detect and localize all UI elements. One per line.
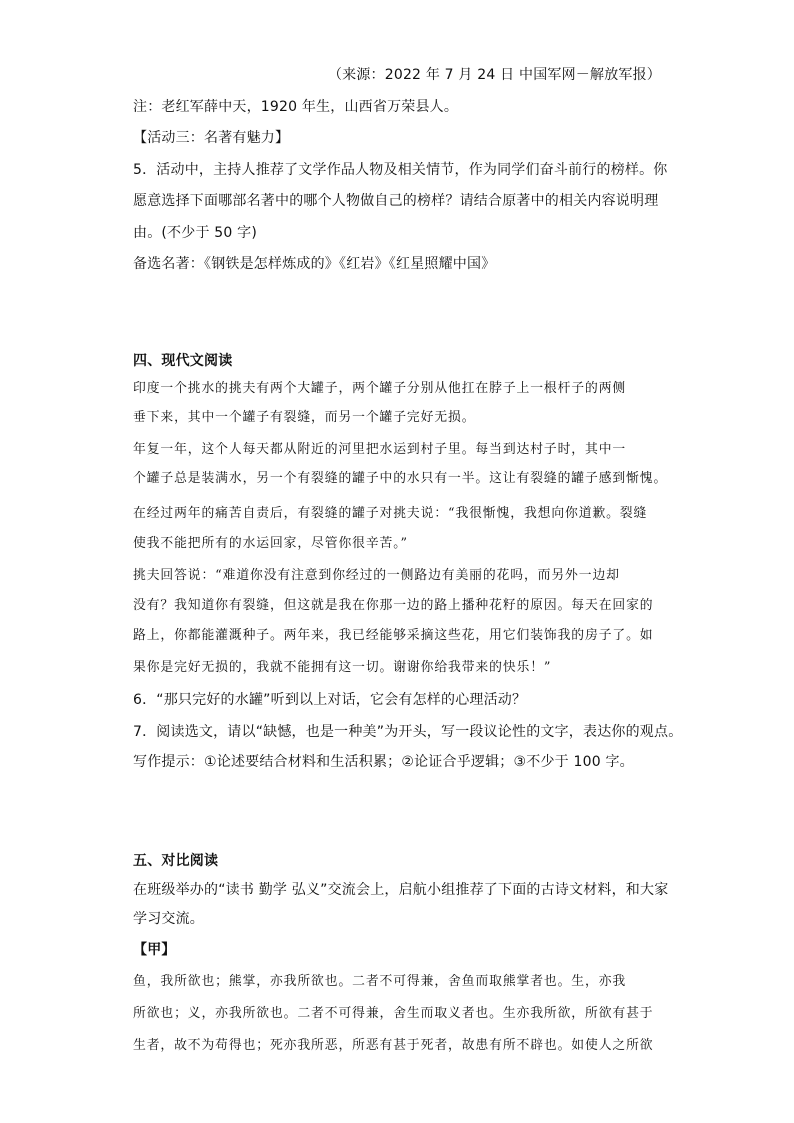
passage-line: 挑夫回答说：“难道你没有注意到你经过的一侧路边有美丽的花吗，而另外一边却 bbox=[133, 568, 620, 583]
passage-line: 年复一年，这个人每天都从附近的河里把水运到村子里。每当到达村子时，其中一 bbox=[133, 442, 627, 457]
writing-hint: 写作提示：①论述要结合材料和生活积累；②论证合乎逻辑；③不少于 100 字。 bbox=[133, 754, 634, 770]
classical-passage-line: 鱼，我所欲也；熊掌，亦我所欲也。二者不可得兼，舍鱼而取熊掌者也。生，亦我 bbox=[133, 974, 627, 989]
source-line: （来源：2022 年 7 月 24 日 中国军网－解放军报） bbox=[327, 67, 661, 83]
question-5-line-2: 愿意选择下面哪部名著中的哪个人物做自己的榜样？请结合原著中的相关内容说明理 bbox=[133, 193, 659, 209]
passage-line: 路上，你都能灌溉种子。两年来，我已经能够采摘这些花，用它们装饰我的房子了。如 bbox=[133, 628, 654, 643]
section-4-heading: 四、现代文阅读 bbox=[133, 353, 233, 369]
passage-line: 使我不能把所有的水运回家，尽管你很辛苦。” bbox=[133, 536, 408, 551]
note-line: 注：老红军薛中天，1920 年生，山西省万荣县人。 bbox=[133, 99, 459, 115]
question-6: 6．“那只完好的水罐”听到以上对话，它会有怎样的心理活动？ bbox=[133, 692, 527, 708]
classical-passage-line: 生者，故不为苟得也；死亦我所恶，所恶有甚于死者，故患有所不辟也。如使人之所欲 bbox=[133, 1038, 654, 1053]
section-5-intro-line-1: 在班级举办的“读书 勤学 弘义”交流会上，启航小组推荐了下面的古诗文材料，和大家 bbox=[133, 882, 669, 898]
label-jia: 【甲】 bbox=[133, 942, 176, 958]
question-5-line-3: 由。(不少于 50 字) bbox=[133, 225, 258, 241]
passage-line: 印度一个挑水的挑夫有两个大罐子，两个罐子分别从他扛在脖子上一根杆子的两侧 bbox=[133, 381, 627, 396]
passage-line: 垂下来，其中一个罐子有裂缝，而另一个罐子完好无损。 bbox=[133, 410, 476, 425]
passage-line: 没有？我知道你有裂缝，但这就是我在你那一边的路上播种花籽的原因。每天在回家的 bbox=[133, 598, 654, 613]
question-5-line-1: 5．活动中，主持人推荐了文学作品人物及相关情节，作为同学们奋斗前行的榜样。你 bbox=[133, 162, 668, 178]
book-options: 备选名著：《钢铁是怎样炼成的》《红岩》《红星照耀中国》 bbox=[133, 256, 496, 272]
section-5-intro-line-2: 学习交流。 bbox=[133, 911, 204, 927]
classical-passage-line: 所欲也；义，亦我所欲也。二者不可得兼，舍生而取义者也。生亦我所欲，所欲有甚于 bbox=[133, 1006, 654, 1021]
section-5-heading: 五、对比阅读 bbox=[133, 853, 219, 869]
question-7: 7．阅读选文，请以“缺憾，也是一种美”为开头，写一段议论性的文字，表达你的观点。 bbox=[133, 724, 683, 740]
activity3-title: 【活动三：名著有魅力】 bbox=[133, 130, 290, 146]
passage-line: 果你是完好无损的，我就不能拥有这一切。谢谢你给我带来的快乐！” bbox=[133, 660, 552, 675]
passage-line: 个罐子总是装满水，另一个有裂缝的罐子中的水只有一半。这让有裂缝的罐子感到惭愧。 bbox=[133, 471, 668, 486]
passage-line: 在经过两年的痛苦自责后，有裂缝的罐子对挑夫说：“我很惭愧，我想向你道歉。裂缝 bbox=[133, 506, 648, 521]
